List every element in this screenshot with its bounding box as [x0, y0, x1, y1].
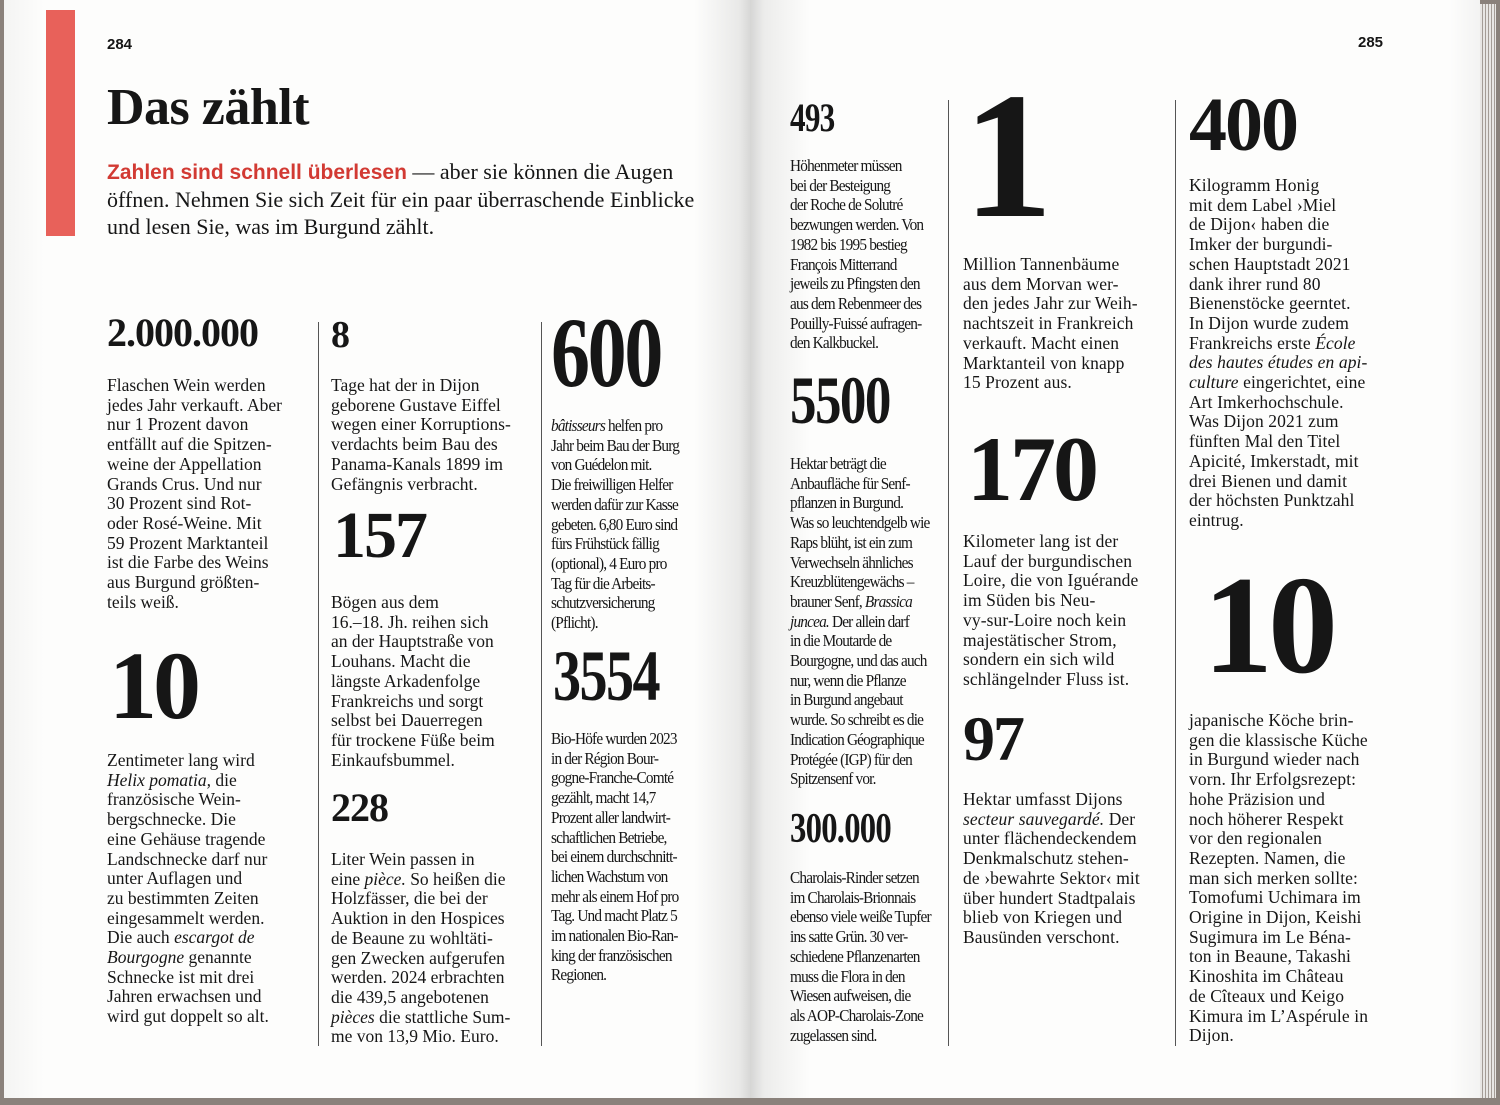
text-line: werden dafür zur Kasse: [551, 494, 679, 514]
text-line: Charolais-Rinder setzen: [790, 868, 919, 887]
text-line: Verwechseln ähnliches: [790, 552, 913, 572]
page-number-left: 284: [107, 36, 133, 53]
fact-text: [331, 593, 495, 770]
text-line: Million Tannenbäume: [963, 254, 1120, 274]
text-line: der Roche de Solutré: [790, 195, 903, 215]
intro-lead: Zahlen sind schnell überlesen: [107, 161, 407, 184]
text-line: ist die Farbe des Weins: [107, 552, 269, 573]
text-segment: Frankreichs erste: [1189, 332, 1316, 353]
column-divider: [1175, 100, 1176, 1046]
text-line: Einkaufsbummel.: [331, 749, 455, 770]
text-line: Wiesen aufweisen, die: [790, 986, 911, 1006]
italic-text: Bourgogne: [107, 947, 185, 968]
text-line: vorn. Ihr Erfolgsrezept:: [1189, 769, 1357, 790]
text-line: Prozent aller landwirt-: [551, 807, 671, 827]
text-line: als AOP-Charolais-Zone: [790, 1005, 924, 1025]
text-line: werden. 2024 erbrachten: [331, 967, 505, 988]
text-line: für trockene Füße beim: [331, 729, 495, 750]
text-line: (optional), 4 Euro pro: [551, 553, 667, 573]
text-line: pflanzen in Burgund.: [790, 493, 904, 513]
fact-text: [551, 416, 679, 633]
text-line: Denkmalschutz stehen-: [963, 848, 1129, 869]
italic-text: pièces: [331, 1006, 375, 1027]
text-line: dank ihrer rund 80: [1189, 273, 1321, 294]
text-line: schen Hauptstadt 2021: [1189, 253, 1351, 274]
text-line: Auktion in den Hospices: [331, 908, 505, 929]
text-line: 16.–18. Jh. reihen sich: [331, 611, 489, 632]
text-line: blieb von Kriegen und: [963, 907, 1123, 928]
text-line: Kilogramm Honig: [1189, 175, 1320, 195]
text-line: majestätischer Strom,: [963, 629, 1117, 650]
intro-paragraph: [107, 158, 727, 240]
text-line: Rezepten. Namen, die: [1189, 847, 1346, 868]
text-line: gen Zwecken aufgerufen: [331, 947, 505, 968]
fact-text: [1189, 711, 1368, 1046]
text-line: lichen Wachstum von: [551, 866, 668, 886]
text-line: Was Dijon 2021 zum: [1189, 411, 1339, 432]
fact-number: 8: [331, 314, 349, 356]
text-line: Raps blüht, ist ein zum: [790, 532, 913, 552]
italic-text: des hautes études en api-: [1189, 352, 1368, 373]
text-line: Panama-Kanals 1899 im: [331, 453, 504, 474]
text-line: eine Gehäuse tragende: [107, 828, 266, 849]
text-segment: genannte: [184, 947, 252, 968]
text-line: bezwungen werden. Von: [790, 215, 924, 235]
page-number-right: 285: [1358, 34, 1384, 51]
column-divider: [318, 322, 319, 1046]
text-line: Hektar umfasst Dijons: [963, 789, 1123, 809]
intro-text: — aber sie können die Augen öffnen. Nehmen Sie sich Zeit für ein paar überraschende Einblicke und lesen Sie, was im Burgund zählt.: [107, 159, 695, 239]
text-line: Holzfässer, die bei der: [331, 888, 488, 909]
text-line: eintrug.: [1189, 509, 1244, 530]
text-line: Bio-Höfe wurden 2023: [551, 729, 677, 748]
text-line: entfällt auf die Spitzen-: [107, 434, 272, 455]
fact-number: 2.000.000: [107, 310, 258, 355]
fact-number: 5500: [790, 362, 890, 438]
text-line: vor den regionalen: [1189, 828, 1322, 849]
text-line: weine der Appellation: [107, 453, 262, 474]
text-line: [551, 416, 679, 436]
italic-text: École: [1315, 332, 1356, 353]
text-line: François Mitterrand: [790, 254, 897, 274]
text-line: den jedes Jahr zur Weih-: [963, 293, 1138, 314]
fact-text: [107, 751, 269, 1027]
text-line: [107, 928, 269, 948]
text-line: schaftlichen Betriebe,: [551, 827, 667, 847]
text-line: im Charolais-Brionnais: [790, 887, 916, 907]
fact-text: [1189, 176, 1367, 531]
text-line: schiedene Pflanzenarten: [790, 946, 920, 966]
fact-text: [551, 729, 678, 985]
text-segment: helfen pro: [604, 416, 663, 435]
text-segment: die stattliche Sum-: [374, 1006, 511, 1027]
text-segment: eine: [331, 868, 365, 889]
text-line: unter flächendeckendem: [963, 828, 1137, 849]
text-line: teils weiß.: [107, 591, 179, 612]
fact-number: 493: [790, 95, 835, 140]
fact-text: [963, 532, 1138, 690]
text-segment: eingerichtet, eine: [1238, 372, 1366, 393]
text-segment: So heißen die: [405, 868, 506, 889]
text-line: Liter Wein passen in: [331, 849, 475, 869]
text-line: japanische Köche brin-: [1189, 710, 1354, 730]
text-line: aus dem Morvan wer-: [963, 273, 1119, 294]
text-line: Kimura im L’Aspérule in: [1189, 1005, 1369, 1026]
text-segment: die: [211, 769, 237, 790]
text-line: me von 13,9 Mio. Euro.: [331, 1026, 499, 1047]
text-line: mehr als einem Hof pro: [551, 886, 679, 906]
text-line: Anbaufläche für Senf-: [790, 473, 910, 493]
text-line: [331, 1008, 510, 1028]
column-divider: [948, 100, 949, 1046]
text-line: aus Burgund größten-: [107, 572, 260, 593]
text-line: Grands Crus. Und nur: [107, 473, 262, 494]
text-line: längste Arkadenfolge: [331, 670, 481, 691]
fact-text: [790, 454, 930, 789]
text-line: wurde. So schreibt es die: [790, 710, 924, 730]
text-line: 30 Prozent sind Rot-: [107, 493, 252, 514]
text-line: Protégée (IGP) für den: [790, 749, 912, 769]
fact-number: 10: [1203, 548, 1333, 703]
text-line: Höhenmeter müssen: [790, 156, 902, 175]
fact-text: [963, 790, 1140, 948]
text-line: bei einem durchschnitt-: [551, 847, 677, 867]
italic-text: juncea.: [790, 611, 829, 631]
text-line: Hektar beträgt die: [790, 454, 886, 473]
text-line: gebeten. 6,80 Euro sind: [551, 514, 678, 534]
text-line: von Guédelon mit.: [551, 455, 652, 475]
text-line: Bourgogne, und das auch: [790, 651, 927, 671]
text-line: Bienenstöcke geerntet.: [1189, 293, 1351, 314]
fact-number: 97: [963, 703, 1023, 774]
text-line: nur, wenn die Pflanze: [790, 670, 906, 690]
text-line: Spitzensenf vor.: [790, 769, 876, 789]
text-line: vy-sur-Loire noch kein: [963, 609, 1127, 630]
italic-text: bâtisseurs: [551, 416, 605, 435]
text-line: Marktanteil von knapp: [963, 352, 1125, 373]
text-line: oder Rosé-Weine. Mit: [107, 512, 262, 533]
text-line: Was so leuchtendgelb wie: [790, 513, 930, 533]
text-line: in der Région Bour-: [551, 748, 659, 768]
text-line: Lauf der burgundischen: [963, 550, 1133, 571]
text-line: [1189, 334, 1367, 354]
text-line: an der Hauptstraße von: [331, 631, 494, 652]
text-line: Tag. Und macht Platz 5: [551, 906, 677, 926]
text-line: gezählt, macht 14,7: [551, 788, 656, 808]
fact-text: [331, 376, 511, 494]
text-line: [1189, 353, 1367, 373]
fact-number: 1: [963, 56, 1049, 255]
text-line: [1189, 373, 1367, 393]
text-line: [790, 612, 930, 632]
text-line: Zentimeter lang wird: [107, 750, 255, 770]
text-line: Kilometer lang ist der: [963, 531, 1119, 551]
text-line: Louhans. Macht die: [331, 651, 471, 672]
text-line: bei der Besteigung: [790, 175, 891, 195]
text-line: Indication Géographique: [790, 729, 924, 749]
text-line: Landschnecke darf nur: [107, 848, 268, 869]
italic-text: Helix pomatia,: [107, 769, 212, 790]
text-line: zugelassen sind.: [790, 1025, 877, 1045]
text-line: Tag für die Arbeits-: [551, 573, 655, 593]
text-line: Bögen aus dem: [331, 592, 439, 612]
text-line: zu bestimmten Zeiten: [107, 887, 259, 908]
text-segment: brauner Senf,: [790, 591, 865, 611]
text-line: jeweils zu Pfingsten den: [790, 274, 920, 294]
text-line: wegen einer Korruptions-: [331, 414, 511, 435]
fact-number: 600: [551, 297, 661, 408]
text-line: fünften Mal den Titel: [1189, 431, 1341, 452]
text-line: gen die klassische Küche: [1189, 729, 1368, 750]
column-divider: [541, 322, 542, 1046]
italic-text: secteur sauvegardé.: [963, 808, 1105, 829]
text-line: [107, 948, 269, 968]
text-line: über hundert Stadtpalais: [963, 887, 1136, 908]
text-line: 1982 bis 1995 bestieg: [790, 234, 907, 254]
page-edges: [1480, 4, 1496, 1098]
fact-text: [963, 255, 1138, 393]
italic-text: pièce.: [364, 868, 406, 889]
text-line: Apicité, Imkerstadt, mit: [1189, 450, 1359, 471]
text-line: king der französischen: [551, 945, 672, 965]
text-line: in Burgund wieder nach: [1189, 749, 1360, 770]
text-line: Kreuzblütengewächs –: [790, 572, 914, 592]
text-line: Jahr beim Bau der Burg: [551, 435, 680, 455]
text-line: im Süden bis Neu-: [963, 590, 1096, 611]
italic-text: escargot de: [174, 927, 255, 948]
text-line: Flaschen Wein werden: [107, 375, 266, 395]
text-line: In Dijon wurde zudem: [1189, 312, 1349, 333]
text-line: Frankreichs und sorgt: [331, 690, 484, 711]
text-line: Die freiwilligen Helfer: [551, 475, 673, 495]
accent-bar: [46, 10, 75, 236]
text-line: Schnecke ist mit drei: [107, 966, 255, 987]
text-line: Imker der burgundi-: [1189, 234, 1333, 255]
text-line: mit dem Label ›Miel: [1189, 194, 1337, 215]
text-line: Pouilly-Fuissé aufragen-: [790, 313, 922, 333]
text-line: de Beaune zu wohltäti-: [331, 927, 493, 948]
text-line: französische Wein-: [107, 789, 241, 810]
text-line: de Cîteaux und Keigo: [1189, 985, 1345, 1006]
text-line: aus dem Rebenmeer des: [790, 293, 922, 313]
italic-text: Brassica: [864, 591, 912, 611]
text-line: man sich merken sollte:: [1189, 867, 1358, 888]
text-line: ebenso viele weiße Tupfer: [790, 907, 931, 927]
fact-number: 10: [109, 632, 197, 739]
text-line: 59 Prozent Marktanteil: [107, 532, 269, 553]
fact-text: [790, 156, 923, 353]
text-line: noch höherer Respekt: [1189, 808, 1344, 829]
text-segment: Der allein darf: [828, 611, 910, 631]
text-line: Art Imkerhochschule.: [1189, 391, 1344, 412]
text-line: sondern ein sich wild: [963, 649, 1115, 670]
text-line: nachtszeit in Frankreich: [963, 313, 1134, 334]
text-line: (Pflicht).: [551, 613, 598, 633]
text-line: [331, 870, 510, 890]
text-line: Loire, die von Iguérande: [963, 570, 1139, 591]
text-line: muss die Flora in den: [790, 966, 905, 986]
text-line: de ›bewahrte Sektor‹ mit: [963, 867, 1140, 888]
text-line: die 439,5 angebotenen: [331, 986, 489, 1007]
text-line: nur 1 Prozent davon: [107, 414, 249, 435]
text-line: Tage hat der in Dijon: [331, 375, 480, 395]
text-line: geborene Gustave Eiffel: [331, 394, 501, 415]
italic-text: culture: [1189, 372, 1239, 393]
text-line: unter Auflagen und: [107, 868, 243, 889]
text-line: Dijon.: [1189, 1025, 1234, 1046]
fact-text: [790, 868, 931, 1045]
text-line: Regionen.: [551, 965, 607, 985]
fact-number: 157: [333, 499, 426, 572]
text-line: Bausünden verschont.: [963, 926, 1120, 947]
text-line: Jahren erwachsen und: [107, 986, 262, 1007]
fact-text: [331, 850, 510, 1047]
text-line: jedes Jahr verkauft. Aber: [107, 394, 282, 415]
page-title: Das zählt: [107, 79, 310, 136]
text-line: ins satte Grün. 30 ver-: [790, 927, 908, 947]
fact-number: 228: [331, 785, 388, 830]
text-line: verkauft. Macht einen: [963, 332, 1120, 353]
text-line: hohe Präzision und: [1189, 788, 1325, 809]
text-line: schutzversicherung: [551, 593, 655, 613]
text-line: den Kalkbuckel.: [790, 333, 879, 353]
fact-text: [107, 376, 282, 612]
text-line: selbst bei Dauerregen: [331, 710, 483, 731]
text-line: verdachts beim Bau des: [331, 434, 498, 455]
text-line: Kinoshita im Château: [1189, 966, 1344, 987]
text-line: [107, 771, 269, 791]
text-line: in Burgund angebaut: [790, 690, 903, 710]
text-segment: Der: [1104, 808, 1136, 829]
text-line: in die Moutarde de: [790, 631, 892, 651]
fact-number: 170: [967, 418, 1096, 520]
text-line: Origine in Dijon, Keishi: [1189, 907, 1362, 928]
fact-number: 3554: [553, 636, 660, 716]
text-line: [790, 592, 930, 612]
text-line: fürs Frühstück fällig: [551, 534, 659, 554]
text-line: de Dijon‹ haben die: [1189, 214, 1330, 235]
text-line: schlängelnder Fluss ist.: [963, 668, 1130, 689]
text-line: Gefängnis verbracht.: [331, 473, 478, 494]
text-line: gogne-Franche-Comté: [551, 768, 674, 788]
text-segment: Die auch: [107, 927, 175, 948]
text-line: Sugimura im Le Béna-: [1189, 926, 1351, 947]
fact-number: 300.000: [790, 806, 892, 852]
text-line: wird gut doppelt so alt.: [107, 1006, 269, 1027]
text-line: 15 Prozent aus.: [963, 372, 1072, 393]
text-line: drei Bienen und damit: [1189, 470, 1348, 491]
text-line: [963, 810, 1140, 830]
fact-number: 400: [1189, 83, 1297, 167]
text-line: Tomofumi Uchimara im: [1189, 887, 1361, 908]
text-line: der höchsten Punktzahl: [1189, 490, 1355, 511]
text-line: ton in Beaune, Takashi: [1189, 946, 1352, 967]
text-line: bergschnecke. Die: [107, 809, 236, 830]
text-line: eingesammelt werden.: [107, 907, 265, 928]
text-line: im nationalen Bio-Ran-: [551, 926, 678, 946]
